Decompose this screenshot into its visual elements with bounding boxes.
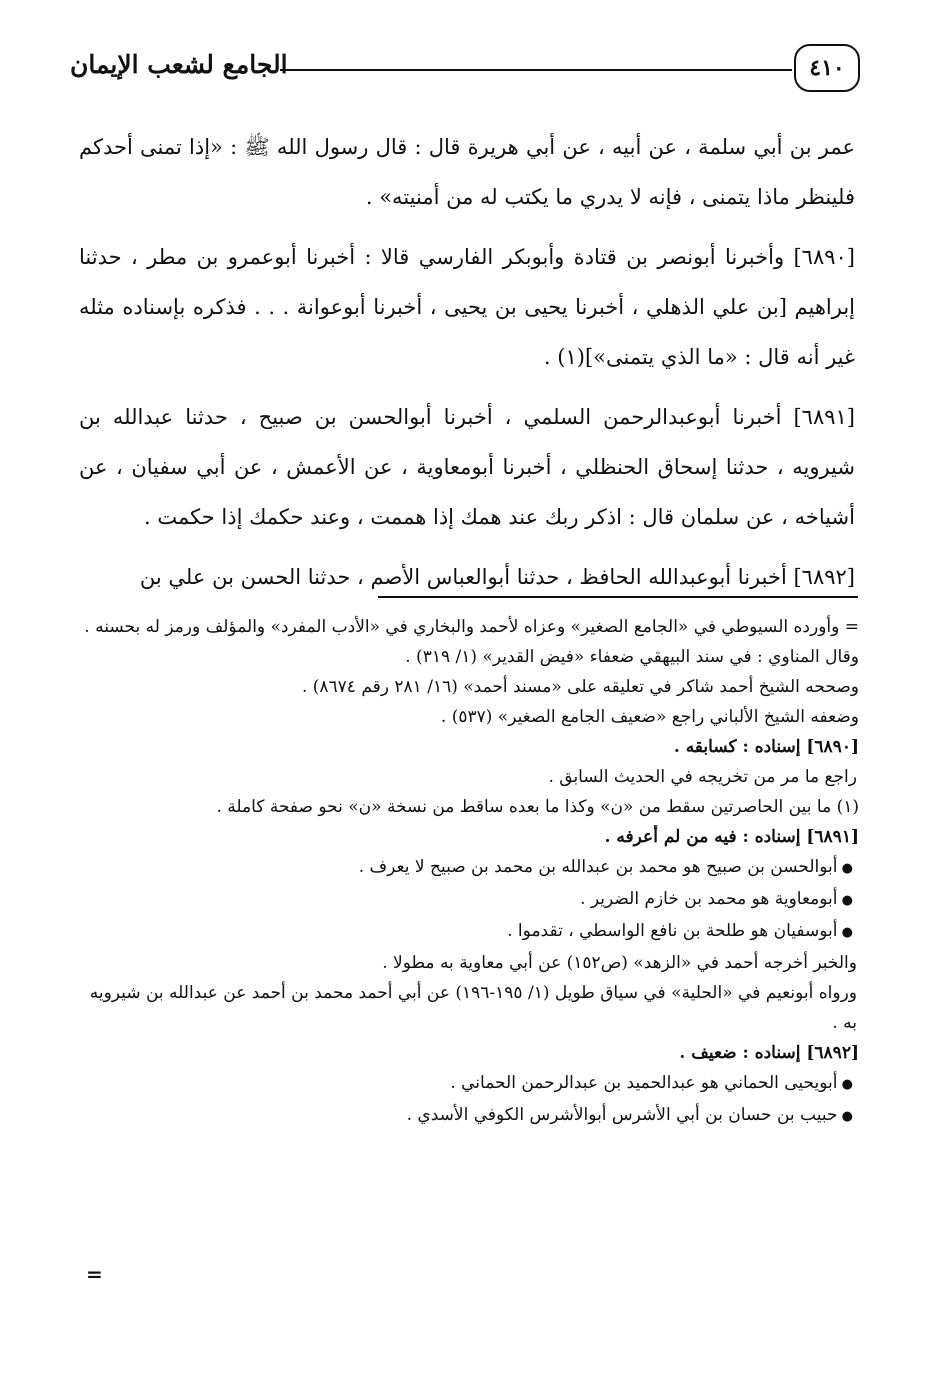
continuation-mark: = (86, 1262, 103, 1286)
footnote-line: والخبر أخرجه أحمد في «الزهد» (ص١٥٢) عن أبي معاوية به مطولا . (382, 953, 857, 973)
footnote-bullet: ● حبيب بن حسان بن أبي الأشرس أبوالأشرس الكوفي الأسدي . (77, 1100, 859, 1132)
footnote-bullet: ● أبوالحسن بن صبيح هو محمد بن عبدالله بن محمد بن صبيح لا يعرف . (77, 852, 859, 884)
footnote-bullet: ● أبوسفيان هو طلحة بن نافع الواسطي ، تقدموا . (77, 916, 859, 948)
page-number: ٤١٠ (794, 44, 860, 92)
footnote-bullet: ● أبومعاوية هو محمد بن خازم الضرير . (77, 884, 859, 916)
footnote-heading-6892: [٦٨٩٢] إسناده : ضعيف . (679, 1043, 859, 1063)
paragraph-6892: [٦٨٩٢] أخبرنا أبوعبدالله الحافظ ، حدثنا أبوالعباس الأصم ، حدثنا الحسن بن علي بن (139, 565, 855, 589)
paragraph-1: عمر بن أبي سلمة ، عن أبيه ، عن أبي هريرة قال : قال رسول الله ﷺ : «إذا تمنى أحدكم فلينظر ماذا يتمنى ، فإنه لا يدري ما يكتب له من أمنيته» . (79, 135, 855, 209)
footnote-heading-6890: [٦٨٩٠] إسناده : كسابقه . (673, 737, 859, 757)
footnote-bullet: ● أبويحيى الحماني هو عبدالحميد بن عبدالرحمن الحماني . (77, 1068, 859, 1100)
footnote-separator (378, 596, 858, 598)
header-rule (280, 69, 792, 71)
footnote-line: راجع ما مر من تخريجه في الحديث السابق . (548, 767, 857, 787)
footnote-line: ورواه أبونعيم في «الحلية» في سياق طويل (١/ ١٩٥-١٩٦) عن أبي أحمد محمد بن أحمد عن عبدالله بن شيرويه به . (89, 983, 857, 1033)
main-text (79, 122, 855, 612)
footnote-line: وصححه الشيخ أحمد شاكر في تعليقه على «مسند أحمد» (١٦/ ٢٨١ رقم ٨٦٧٤) . (301, 677, 859, 697)
page-header (70, 44, 860, 96)
footnote-heading-6891: [٦٨٩١] إسناده : فيه من لم أعرفه . (604, 827, 859, 847)
footnote-line: = وأورده السيوطي في «الجامع الصغير» وعزاه لأحمد والبخاري في «الأدب المفرد» والمؤلف ورمز له بحسنه . (84, 617, 859, 637)
footnote-note-1: (١) ما بين الحاصرتين سقط من «ن» وكذا ما بعده ساقط من نسخة «ن» نحو صفحة كاملة . (216, 797, 859, 817)
footnote-line: وقال المناوي : في سند البيهقي ضعفاء «فيض القدير» (١/ ٣١٩) . (405, 647, 859, 667)
running-title: الجامع لشعب الإيمان (70, 50, 288, 79)
footnotes (77, 612, 859, 1132)
paragraph-6891: [٦٨٩١] أخبرنا أبوعبدالرحمن السلمي ، أخبرنا أبوالحسن بن صبيح ، حدثنا عبدالله بن شيرويه ، حدثنا إسحاق الحنظلي ، أخبرنا أبومعاوية ، عن الأعمش ، عن أبي سفيان ، عن أشياخه ، عن سلمان قال : اذكر ربك عند همك إذا هممت ، وعند حكمك إذا حكمت . (79, 405, 855, 529)
paragraph-6890: [٦٨٩٠] وأخبرنا أبونصر بن قتادة وأبوبكر الفارسي قالا : أخبرنا أبوعمرو بن مطر ، حدثنا إبراهيم [بن علي الذهلي ، أخبرنا يحيى بن يحيى ، أخبرنا أبوعوانة . . . فذكره بإسناده مثله غير أنه قال : «ما الذي يتمنى»](١) . (79, 245, 855, 369)
footnote-line: وضعفه الشيخ الألباني راجع «ضعيف الجامع الصغير» (٥٣٧) . (440, 707, 859, 727)
